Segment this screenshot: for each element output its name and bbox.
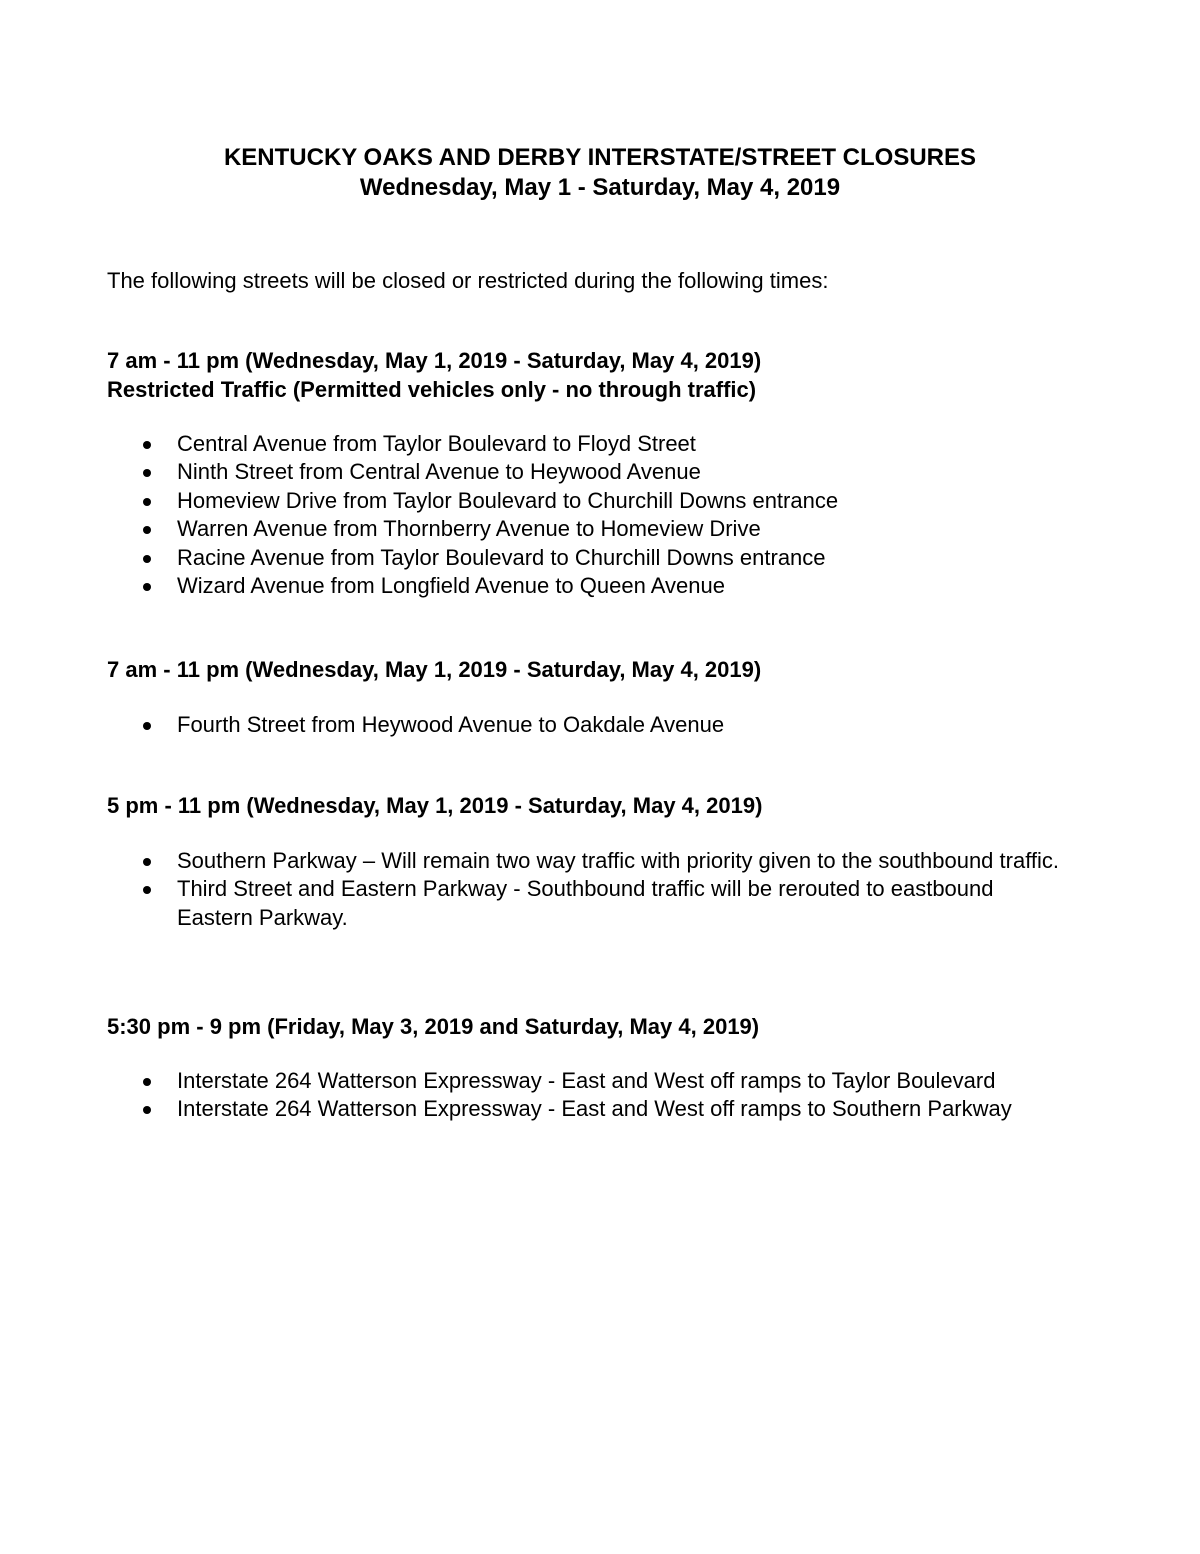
- bullet-icon: [143, 441, 151, 449]
- bullet-icon: [143, 1078, 151, 1086]
- bullet-icon: [143, 722, 151, 730]
- list-item: Warren Avenue from Thornberry Avenue to Homeview Drive: [0, 515, 1100, 543]
- section-4-list: [0, 1067, 1100, 1124]
- bullet-icon: [143, 469, 151, 477]
- section-4-heading: 5:30 pm - 9 pm (Friday, May 3, 2019 and Saturday, May 4, 2019): [107, 1014, 760, 1039]
- list-item: Southern Parkway – Will remain two way traffic with priority given to the southbound traffic.: [0, 847, 1100, 875]
- section-3-list: [0, 847, 1100, 932]
- bullet-icon: [143, 1106, 151, 1114]
- list-item: Racine Avenue from Taylor Boulevard to Churchill Downs entrance: [0, 544, 1100, 572]
- section-3-heading: 5 pm - 11 pm (Wednesday, May 1, 2019 - Saturday, May 4, 2019): [107, 793, 763, 818]
- section-1-heading: 7 am - 11 pm (Wednesday, May 1, 2019 - Saturday, May 4, 2019): [107, 348, 762, 373]
- document-date-range: Wednesday, May 1 - Saturday, May 4, 2019: [359, 174, 841, 201]
- bullet-icon: [143, 858, 151, 866]
- list-item: Ninth Street from Central Avenue to Heywood Avenue: [0, 458, 1100, 486]
- section-2-heading: 7 am - 11 pm (Wednesday, May 1, 2019 - Saturday, May 4, 2019): [107, 657, 762, 682]
- list-item: Central Avenue from Taylor Boulevard to Floyd Street: [0, 430, 1100, 458]
- intro-text: The following streets will be closed or restricted during the following times:: [107, 268, 829, 293]
- list-item: Fourth Street from Heywood Avenue to Oakdale Avenue: [0, 711, 1100, 739]
- list-item: Homeview Drive from Taylor Boulevard to Churchill Downs entrance: [0, 487, 1100, 515]
- bullet-icon: [143, 583, 151, 591]
- section-2-list: [0, 711, 1100, 739]
- bullet-icon: [143, 886, 151, 894]
- list-item: Interstate 264 Watterson Expressway - East and West off ramps to Southern Parkway: [0, 1095, 1100, 1123]
- list-item: Third Street and Eastern Parkway - Southbound traffic will be rerouted to eastbound Eastern Parkway.: [0, 875, 1100, 932]
- document-title: KENTUCKY OAKS AND DERBY INTERSTATE/STREET CLOSURES: [223, 144, 977, 171]
- list-item: Interstate 264 Watterson Expressway - East and West off ramps to Taylor Boulevard: [0, 1067, 1100, 1095]
- bullet-icon: [143, 555, 151, 563]
- bullet-icon: [143, 498, 151, 506]
- list-item: Wizard Avenue from Longfield Avenue to Queen Avenue: [0, 572, 1100, 600]
- section-1-subheading: Restricted Traffic (Permitted vehicles only - no through traffic): [107, 377, 757, 402]
- section-1-list: [0, 430, 1100, 600]
- bullet-icon: [143, 526, 151, 534]
